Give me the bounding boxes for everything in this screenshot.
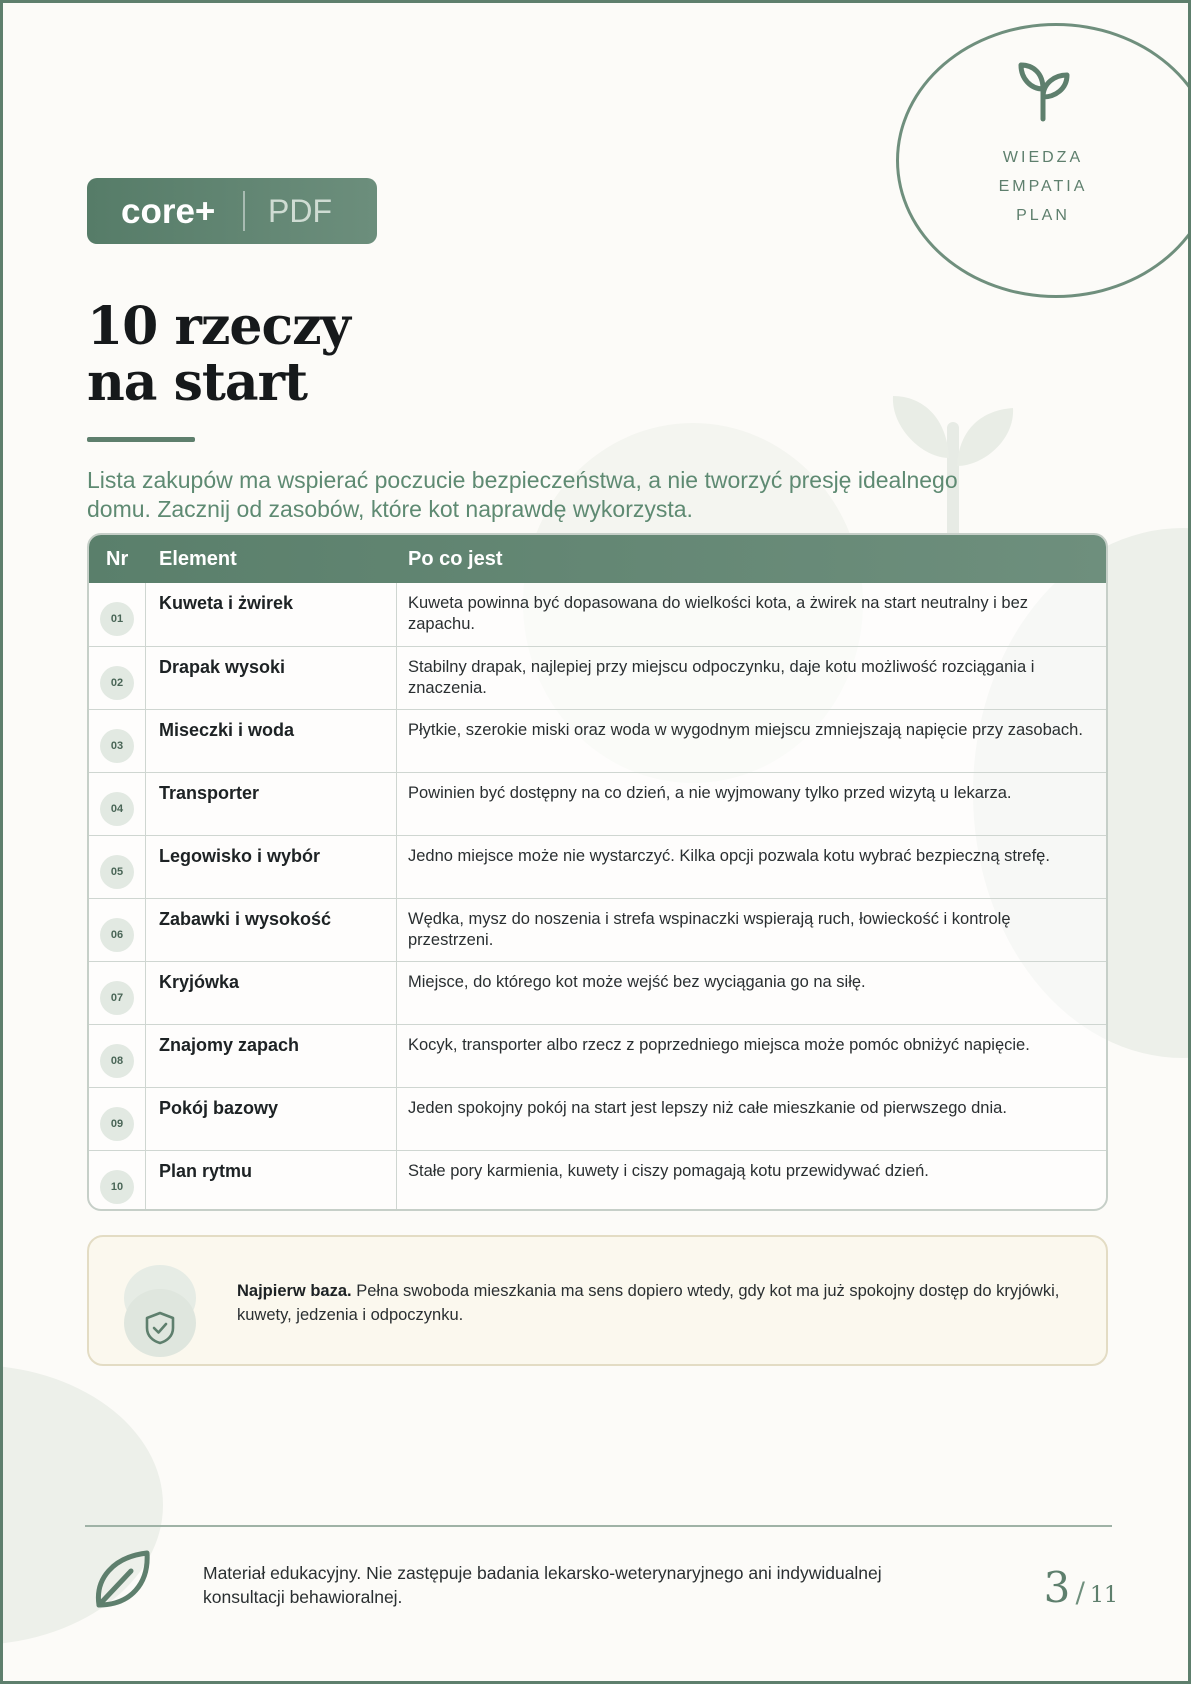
badge-line: WIEDZA <box>1002 149 1084 166</box>
row-element: Kryjówka <box>159 972 240 992</box>
row-purpose: Miejsce, do którego kot może wejść bez wyciągania go na siłę. <box>408 973 866 991</box>
row-number: 05 <box>100 855 134 889</box>
footer-divider <box>85 1525 1112 1527</box>
row-element: Znajomy zapach <box>159 1035 300 1055</box>
badge-line: PLAN <box>1016 207 1070 224</box>
row-element: Miseczki i woda <box>159 720 295 740</box>
table-row <box>89 583 1106 646</box>
row-number: 06 <box>100 918 134 952</box>
row-number: 10 <box>100 1170 134 1204</box>
page-current: 3 <box>1043 1563 1071 1612</box>
header-purpose: Po co jest <box>408 548 503 570</box>
row-purpose: Płytkie, szerokie miski oraz woda w wygodnym miejscu zmniejszają napięcie przy zasobach. <box>408 721 1083 739</box>
footer-disclaimer: Materiał edukacyjny. Nie zastępuje badania lekarsko-weterynaryjnego ani indywidualnej konsultacji behawioralnej. <box>203 1563 882 1607</box>
logo-brand: core+ <box>121 192 216 231</box>
row-purpose: Stałe pory karmienia, kuwety i ciszy pomagają kotu przewidywać dzień. <box>408 1162 929 1180</box>
table-row <box>89 1087 1106 1150</box>
table-row <box>89 898 1106 961</box>
row-number: 04 <box>100 792 134 826</box>
table-body <box>89 583 1106 1211</box>
row-purpose: Jedno miejsce może nie wystarczyć. Kilka opcji pozwala kotu wybrać bezpieczną strefę. <box>408 847 1050 865</box>
row-number: 09 <box>100 1107 134 1141</box>
brand-logo <box>87 178 377 244</box>
row-element: Drapak wysoki <box>159 657 286 677</box>
table-row <box>89 835 1106 898</box>
leaf-icon <box>91 1549 151 1611</box>
note-text <box>237 1279 1067 1327</box>
shield-check-icon <box>143 1310 177 1346</box>
table-row <box>89 646 1106 709</box>
info-note <box>87 1235 1108 1366</box>
table-row <box>89 961 1106 1024</box>
table-row <box>89 1024 1106 1087</box>
row-element: Legowisko i wybór <box>159 846 321 866</box>
row-element: Plan rytmu <box>159 1161 253 1181</box>
badge-motto <box>963 143 1123 230</box>
row-purpose: Stabilny drapak, najlepiej przy miejscu odpoczynku, daje kotu możliwość rozciągania i znaczenia. <box>408 658 1035 697</box>
title-line: 10 rzeczy <box>87 296 350 357</box>
row-number: 01 <box>100 602 134 636</box>
row-number: 07 <box>100 981 134 1015</box>
row-number: 02 <box>100 666 134 700</box>
header-nr: Nr <box>106 548 129 570</box>
logo-suffix: PDF <box>268 193 332 229</box>
title-line: na start <box>87 352 308 413</box>
row-number: 03 <box>100 729 134 763</box>
row-element: Pokój bazowy <box>159 1098 279 1118</box>
logo-divider <box>243 191 245 231</box>
checklist-table <box>87 533 1108 1211</box>
row-element: Transporter <box>159 783 260 803</box>
table-header <box>89 535 1106 583</box>
row-element: Zabawki i wysokość <box>159 909 332 929</box>
row-purpose: Jeden spokojny pokój na start jest lepszy niż całe mieszkanie od pierwszego dnia. <box>408 1099 1007 1117</box>
lead-text: Lista zakupów ma wspierać poczucie bezpieczeństwa, a nie tworzyć presję idealnego domu. Zacznij od zasobów, które kot naprawdę wykorzysta. <box>87 467 958 522</box>
table-row <box>89 1150 1106 1211</box>
page-total: 11 <box>1090 1583 1118 1608</box>
table-row <box>89 709 1106 772</box>
page-indicator <box>1033 1563 1118 1612</box>
title-underline <box>87 437 195 442</box>
row-element: Kuweta i żwirek <box>159 593 294 613</box>
row-purpose: Kuweta powinna być dopasowana do wielkości kota, a żwirek na start neutralny i bez zapachu. <box>408 594 1029 633</box>
note-lead: Najpierw baza. <box>237 1282 352 1300</box>
table-row <box>89 772 1106 835</box>
page-title <box>87 296 350 413</box>
sprout-icon <box>1013 59 1073 123</box>
header-element: Element <box>159 548 237 570</box>
row-purpose: Wędka, mysz do noszenia i strefa wspinaczki wspierają ruch, łowieckość i kontrolę przestrzeni. <box>408 910 1011 949</box>
row-purpose: Kocyk, transporter albo rzecz z poprzedniego miejsca może pomóc obniżyć napięcie. <box>408 1036 1030 1054</box>
row-purpose: Powinien być dostępny na co dzień, a nie wyjmowany tylko przed wizytą u lekarza. <box>408 784 1012 802</box>
row-number: 08 <box>100 1044 134 1078</box>
page-separator: / <box>1075 1576 1085 1609</box>
note-body: Pełna swoboda mieszkania ma sens dopiero wtedy, gdy kot ma już spokojny dostęp do kryjówki, kuwety, jedzenia i odpoczynku. <box>237 1282 1060 1324</box>
badge-line: EMPATIA <box>998 178 1088 195</box>
